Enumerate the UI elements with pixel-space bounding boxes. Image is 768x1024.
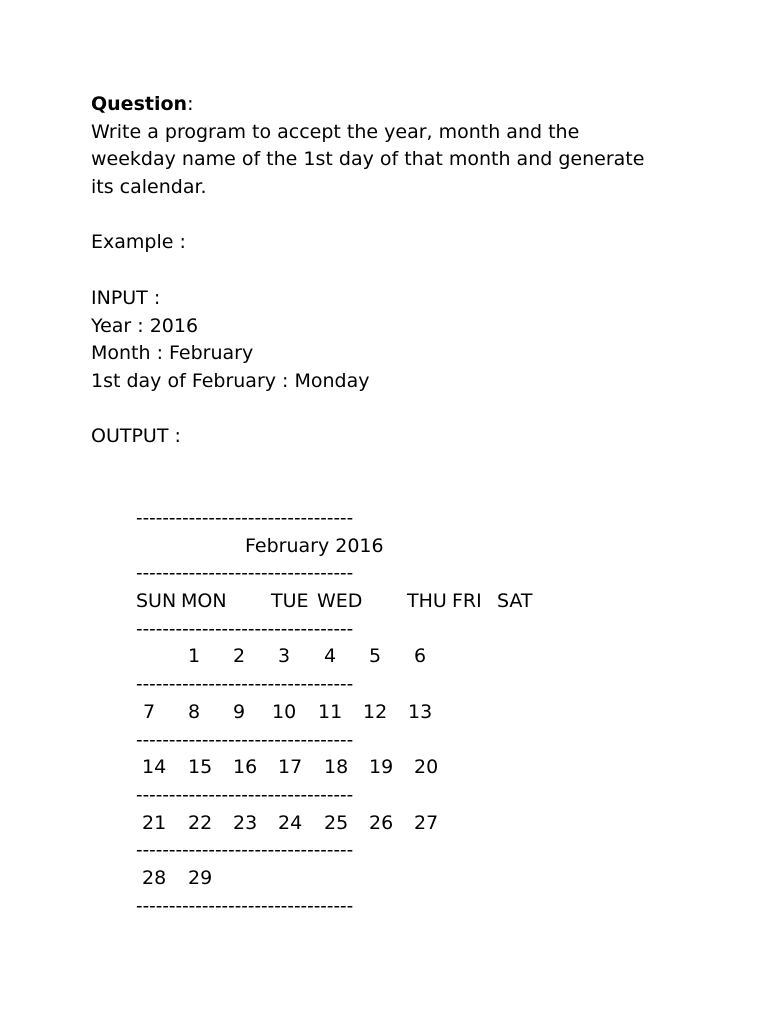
input-label: INPUT : <box>91 286 161 309</box>
calendar-date-cell: 27 <box>414 811 439 834</box>
day-header: THU <box>407 590 447 613</box>
calendar-date-cell: 25 <box>324 811 349 834</box>
separator-line: --------------------------------- <box>136 894 354 917</box>
calendar-week-row <box>136 643 556 671</box>
calendar-date-cell: 7 <box>143 700 156 723</box>
day-header: SUN <box>136 590 177 613</box>
calendar-title-row <box>136 533 556 561</box>
document-body <box>91 91 711 451</box>
day-header: SAT <box>497 590 533 613</box>
input-first-day: 1st day of February : Monday <box>91 369 370 392</box>
question-colon: : <box>187 93 194 115</box>
separator-line: --------------------------------- <box>136 783 354 806</box>
calendar-date-cell: 8 <box>188 700 201 723</box>
input-month: Month : February <box>91 342 254 365</box>
calendar-date-cell: 20 <box>414 756 439 779</box>
day-header: TUE <box>271 590 309 613</box>
calendar-date-cell: 9 <box>233 700 246 723</box>
day-header: WED <box>317 590 363 613</box>
calendar-week-row <box>136 810 556 838</box>
calendar-days-row <box>136 588 556 616</box>
separator-line: --------------------------------- <box>136 562 354 585</box>
separator-line: --------------------------------- <box>136 617 354 640</box>
calendar-date-cell: 3 <box>278 645 291 668</box>
calendar-date-cell: 6 <box>414 645 427 668</box>
day-header: FRI <box>452 590 482 613</box>
calendar-week-row <box>136 865 556 893</box>
calendar-date-cell: 24 <box>278 811 303 834</box>
calendar-date-cell: 29 <box>188 866 213 889</box>
calendar-date-cell: 26 <box>369 811 394 834</box>
day-header: MON <box>181 590 227 613</box>
calendar-date-cell: 1 <box>188 645 201 668</box>
question-line: weekday name of the 1st day of that month and generate <box>91 148 645 171</box>
output-label: OUTPUT : <box>91 425 181 448</box>
question-line: Write a program to accept the year, month and the <box>91 120 580 143</box>
calendar-separator <box>136 505 556 533</box>
calendar-separator <box>136 782 556 810</box>
question-label: Question <box>91 93 188 115</box>
calendar-date-cell: 11 <box>318 700 343 723</box>
calendar-date-cell: 4 <box>324 645 337 668</box>
question-heading <box>91 91 711 119</box>
calendar-date-cell: 21 <box>142 811 167 834</box>
calendar-date-cell: 12 <box>363 700 388 723</box>
calendar-date-cell: 23 <box>233 811 258 834</box>
calendar-date-cell: 17 <box>278 756 303 779</box>
blank-line <box>91 396 711 424</box>
calendar-week-row <box>136 754 556 782</box>
blank-line <box>91 257 711 285</box>
calendar-date-cell: 5 <box>369 645 382 668</box>
calendar-date-cell: 13 <box>408 700 433 723</box>
calendar-date-cell: 16 <box>233 756 258 779</box>
example-label: Example : <box>91 231 186 254</box>
calendar-week-row <box>136 699 556 727</box>
calendar-date-cell: 18 <box>324 756 349 779</box>
calendar-date-cell: 10 <box>272 700 297 723</box>
question-line: its calendar. <box>91 176 207 199</box>
calendar-date-cell: 2 <box>233 645 246 668</box>
calendar-date-cell: 28 <box>142 866 167 889</box>
calendar-weeks <box>136 616 556 921</box>
calendar-title: February 2016 <box>245 534 384 557</box>
calendar-date-cell: 14 <box>142 756 167 779</box>
calendar-date-cell: 19 <box>369 756 394 779</box>
calendar-separator <box>136 893 556 921</box>
calendar-separator <box>136 727 556 755</box>
separator-line: --------------------------------- <box>136 673 354 696</box>
separator-line: --------------------------------- <box>136 728 354 751</box>
input-year: Year : 2016 <box>91 314 199 337</box>
calendar-date-cell: 22 <box>188 811 213 834</box>
separator-line: --------------------------------- <box>136 507 354 529</box>
calendar-output <box>136 505 556 920</box>
calendar-separator <box>136 616 556 644</box>
calendar-separator <box>136 671 556 699</box>
blank-line <box>91 202 711 230</box>
calendar-date-cell: 15 <box>188 756 213 779</box>
calendar-separator <box>136 837 556 865</box>
separator-line: --------------------------------- <box>136 839 354 862</box>
calendar-separator <box>136 560 556 588</box>
